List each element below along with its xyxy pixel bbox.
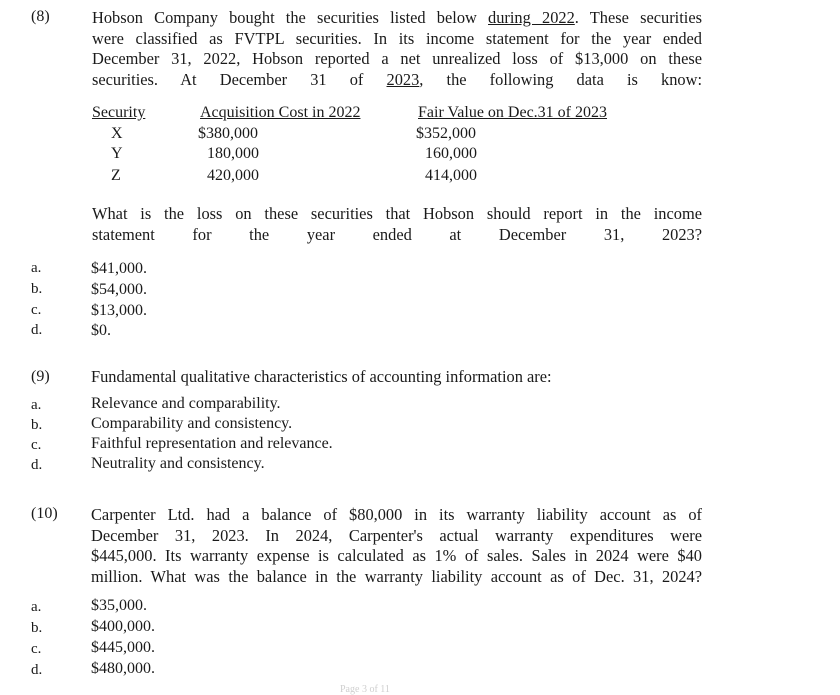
q8-option-letter: b. (31, 281, 43, 297)
q10-line-2: December 31, 2023. In 2024, Carpenter's actual warranty expenditures were (91, 525, 702, 545)
question-10-number: (10) (31, 505, 58, 522)
q9-option-text[interactable]: Neutrality and consistency. (91, 455, 265, 472)
q9-option-text[interactable]: Relevance and comparability. (91, 395, 281, 412)
q8-option-text[interactable]: $41,000. (91, 260, 147, 277)
q8-line-3: December 31, 2022, Hobson reported a net unrealized loss of $13,000 on these (92, 49, 702, 68)
q9-option-letter: a. (31, 397, 42, 413)
table-header-security: Security (92, 104, 146, 121)
page-footer: Page 3 of 11 (340, 684, 390, 695)
q10-option-text[interactable]: $480,000. (91, 660, 155, 677)
q9-option-letter: c. (31, 437, 42, 453)
q9-option-text[interactable]: Comparability and consistency. (91, 415, 293, 432)
table-header-acquisition-cost: Acquisition Cost in 2022 (200, 104, 361, 121)
q10-line-1: Carpenter Ltd. had a balance of $80,000 in its warranty liability account as of (91, 505, 702, 524)
table-cell-security: X (111, 125, 123, 142)
q8-line-4: securities. At December 31 of 2023, the following data is know: (92, 69, 703, 89)
q10-option-letter: a. (31, 599, 42, 615)
table-header-fair-value: Fair Value on Dec.31 of 2023 (418, 104, 607, 121)
table-cell-security: Z (111, 167, 121, 184)
q8-line-2: were classified as FVTPL securities. In its income statement for the year ended (92, 28, 702, 48)
q10-option-letter: b. (31, 620, 43, 636)
q10-option-letter: d. (31, 662, 43, 678)
table-cell-fair-value: 414,000 (425, 167, 477, 184)
q9-option-letter: d. (31, 457, 43, 473)
q9-option-text[interactable]: Faithful representation and relevance. (91, 435, 333, 452)
question-9-number: (9) (31, 368, 50, 385)
q10-option-text[interactable]: $445,000. (91, 639, 155, 656)
q8-prompt-line-2: statement for the year ended at December 31, 2023? (92, 224, 702, 244)
q8-option-letter: d. (31, 322, 43, 338)
table-cell-fair-value: 160,000 (425, 145, 477, 162)
question-8-number: (8) (31, 8, 50, 25)
question-10-stem (91, 505, 702, 587)
q8-option-text[interactable]: $0. (91, 322, 111, 339)
table-cell-cost: $380,000 (198, 125, 258, 142)
q10-option-text[interactable]: $400,000. (91, 618, 155, 635)
question-8-prompt (92, 204, 702, 245)
q10-option-text[interactable]: $35,000. (91, 597, 147, 614)
q8-line-1: Hobson Company bought the securities listed below during 2022. These securities (92, 8, 702, 27)
q8-option-text[interactable]: $13,000. (91, 302, 147, 319)
q8-option-letter: c. (31, 302, 42, 318)
q8-option-letter: a. (31, 260, 42, 276)
q9-option-letter: b. (31, 417, 43, 433)
q8-prompt-line-1: What is the loss on these securities that Hobson should report in the income (92, 204, 702, 223)
q10-option-letter: c. (31, 641, 42, 657)
question-9-stem: Fundamental qualitative characteristics of accounting information are: (91, 367, 552, 386)
question-8-stem (92, 8, 702, 90)
q10-line-3: $445,000. Its warranty expense is calculated as 1% of sales. Sales in 2024 were $40 (91, 546, 702, 565)
q8-option-text[interactable]: $54,000. (91, 281, 147, 298)
table-cell-fair-value: $352,000 (416, 125, 476, 142)
table-cell-security: Y (111, 145, 123, 162)
table-cell-cost: 420,000 (207, 167, 259, 184)
table-cell-cost: 180,000 (207, 145, 259, 162)
q10-line-4: million. What was the balance in the warranty liability account as of Dec. 31, 2024? (91, 566, 702, 586)
